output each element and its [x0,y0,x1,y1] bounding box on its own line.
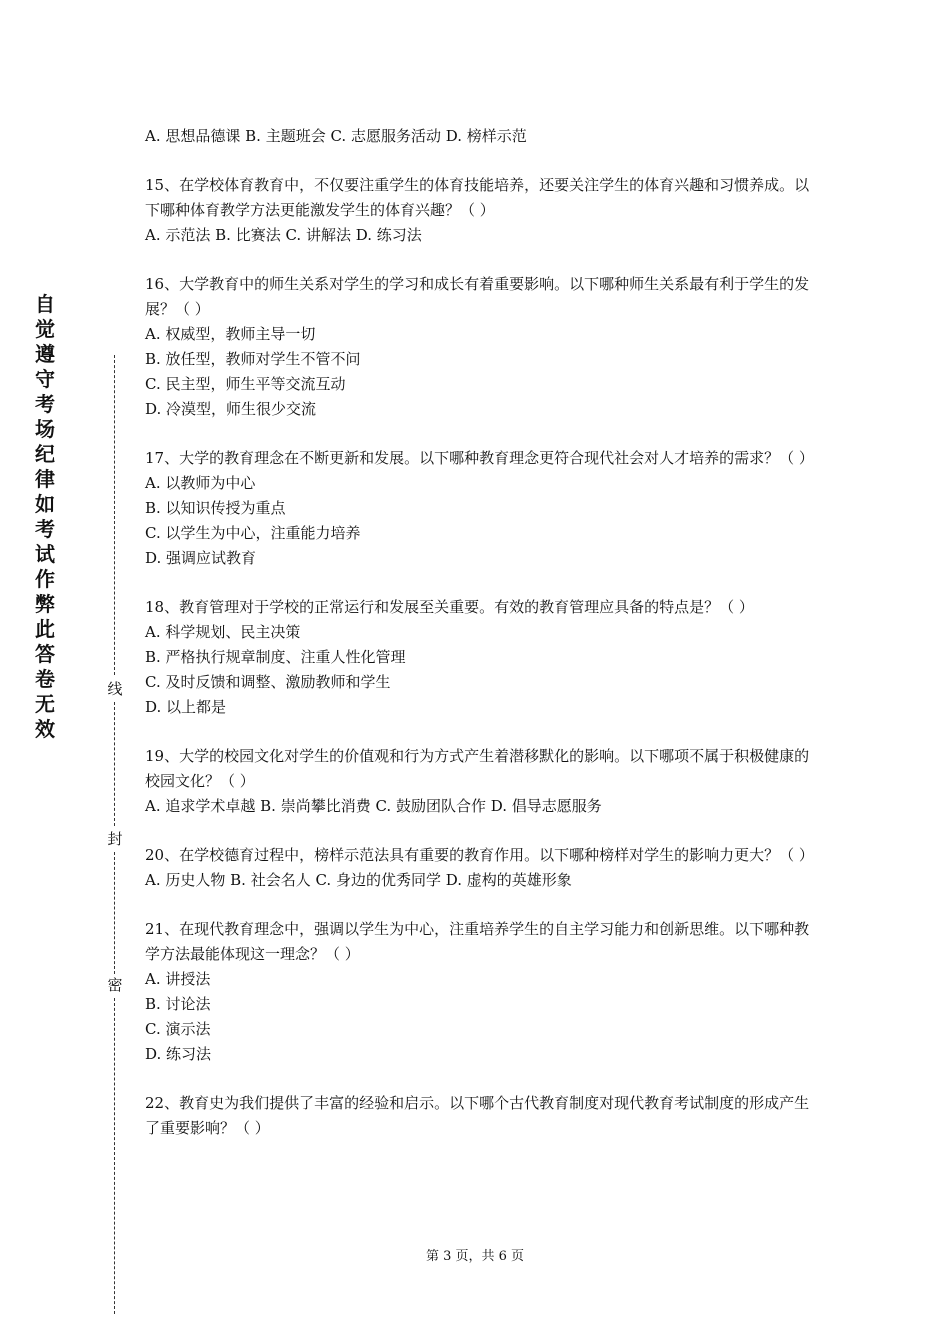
question-17-option-b: B. 以知识传授为重点 [145,499,286,517]
question-16-option-d: D. 冷漠型，师生很少交流 [145,400,317,418]
seal-dashed-line [114,702,115,826]
question-16-option-a: A. 权威型，教师主导一切 [145,325,316,343]
question-17-option-d: D. 强调应试教育 [145,549,257,567]
seal-char-line: 线 [107,680,123,698]
question-21-option-d: D. 练习法 [145,1045,212,1063]
question-19 [145,744,813,819]
question-17-option-c: C. 以学生为中心，注重能力培养 [145,524,361,542]
page-number: 第 3 页，共 6 页 [425,1249,525,1264]
seal-char-seal: 封 [107,830,123,848]
question-18-option-d: D. 以上都是 [145,698,227,716]
question-17 [145,446,813,571]
seal-dashed-line [114,355,115,675]
exam-discipline-notice: 自觉遵守考场纪律如考试作弊此答卷无效 [35,292,55,741]
question-21-option-c: C. 演示法 [145,1020,211,1038]
seal-char-secret: 密 [107,976,123,994]
seal-dashed-line [114,998,115,1314]
question-15-options: A. 示范法 B. 比赛法 C. 讲解法 D. 练习法 [145,226,422,244]
question-19-stem: 19、大学的校园文化对学生的价值观和行为方式产生着潜移默化的影响。以下哪项不属于积极健康的校园文化？（ ） [145,747,810,790]
question-17-stem: 17、大学的教育理念在不断更新和发展。以下哪种教育理念更符合现代社会对人才培养的需求？（ ） [145,449,814,467]
question-18-option-a: A. 科学规划、民主决策 [145,623,301,641]
question-19-options: A. 追求学术卓越 B. 崇尚攀比消费 C. 鼓励团队合作 D. 倡导志愿服务 [145,797,602,815]
question-20-stem: 20、在学校德育过程中，榜样示范法具有重要的教育作用。以下哪种榜样对学生的影响力更大？（ ） [145,846,814,864]
question-20-options: A. 历史人物 B. 社会名人 C. 身边的优秀同学 D. 虚构的英雄形象 [145,871,572,889]
question-20 [145,843,813,893]
question-22-stem: 22、教育史为我们提供了丰富的经验和启示。以下哪个古代教育制度对现代教育考试制度的形成产生了重要影响？（ ） [145,1094,810,1137]
question-18-option-c: C. 及时反馈和调整、激励教师和学生 [145,673,391,691]
question-16-option-c: C. 民主型，师生平等交流互动 [145,375,346,393]
question-15-stem: 15、在学校体育教育中，不仅要注重学生的体育技能培养，还要关注学生的体育兴趣和习惯养成。以下哪种体育教学方法更能激发学生的体育兴趣？（ ） [145,176,810,219]
question-18-option-b: B. 严格执行规章制度、注重人性化管理 [145,648,406,666]
question-21-option-a: A. 讲授法 [145,970,211,988]
question-18-stem: 18、教育管理对于学校的正常运行和发展至关重要。有效的教育管理应具备的特点是？（ ） [145,598,754,616]
question-14-options: A. 思想品德课 B. 主题班会 C. 志愿服务活动 D. 榜样示范 [145,127,527,145]
question-17-option-a: A. 以教师为中心 [145,474,256,492]
question-15 [145,173,813,248]
seal-dashed-line [114,852,115,974]
question-14 [145,124,813,149]
question-16 [145,272,813,422]
question-16-option-b: B. 放任型，教师对学生不管不问 [145,350,361,368]
question-22 [145,1091,813,1141]
question-21 [145,917,813,1067]
question-21-option-b: B. 讨论法 [145,995,211,1013]
question-21-stem: 21、在现代教育理念中，强调以学生为中心，注重培养学生的自主学习能力和创新思维。以下哪种教学方法最能体现这一理念？（ ） [145,920,810,963]
question-list [145,124,813,1165]
question-16-stem: 16、大学教育中的师生关系对学生的学习和成长有着重要影响。以下哪种师生关系最有利于学生的发展？（ ） [145,275,810,318]
question-18 [145,595,813,720]
